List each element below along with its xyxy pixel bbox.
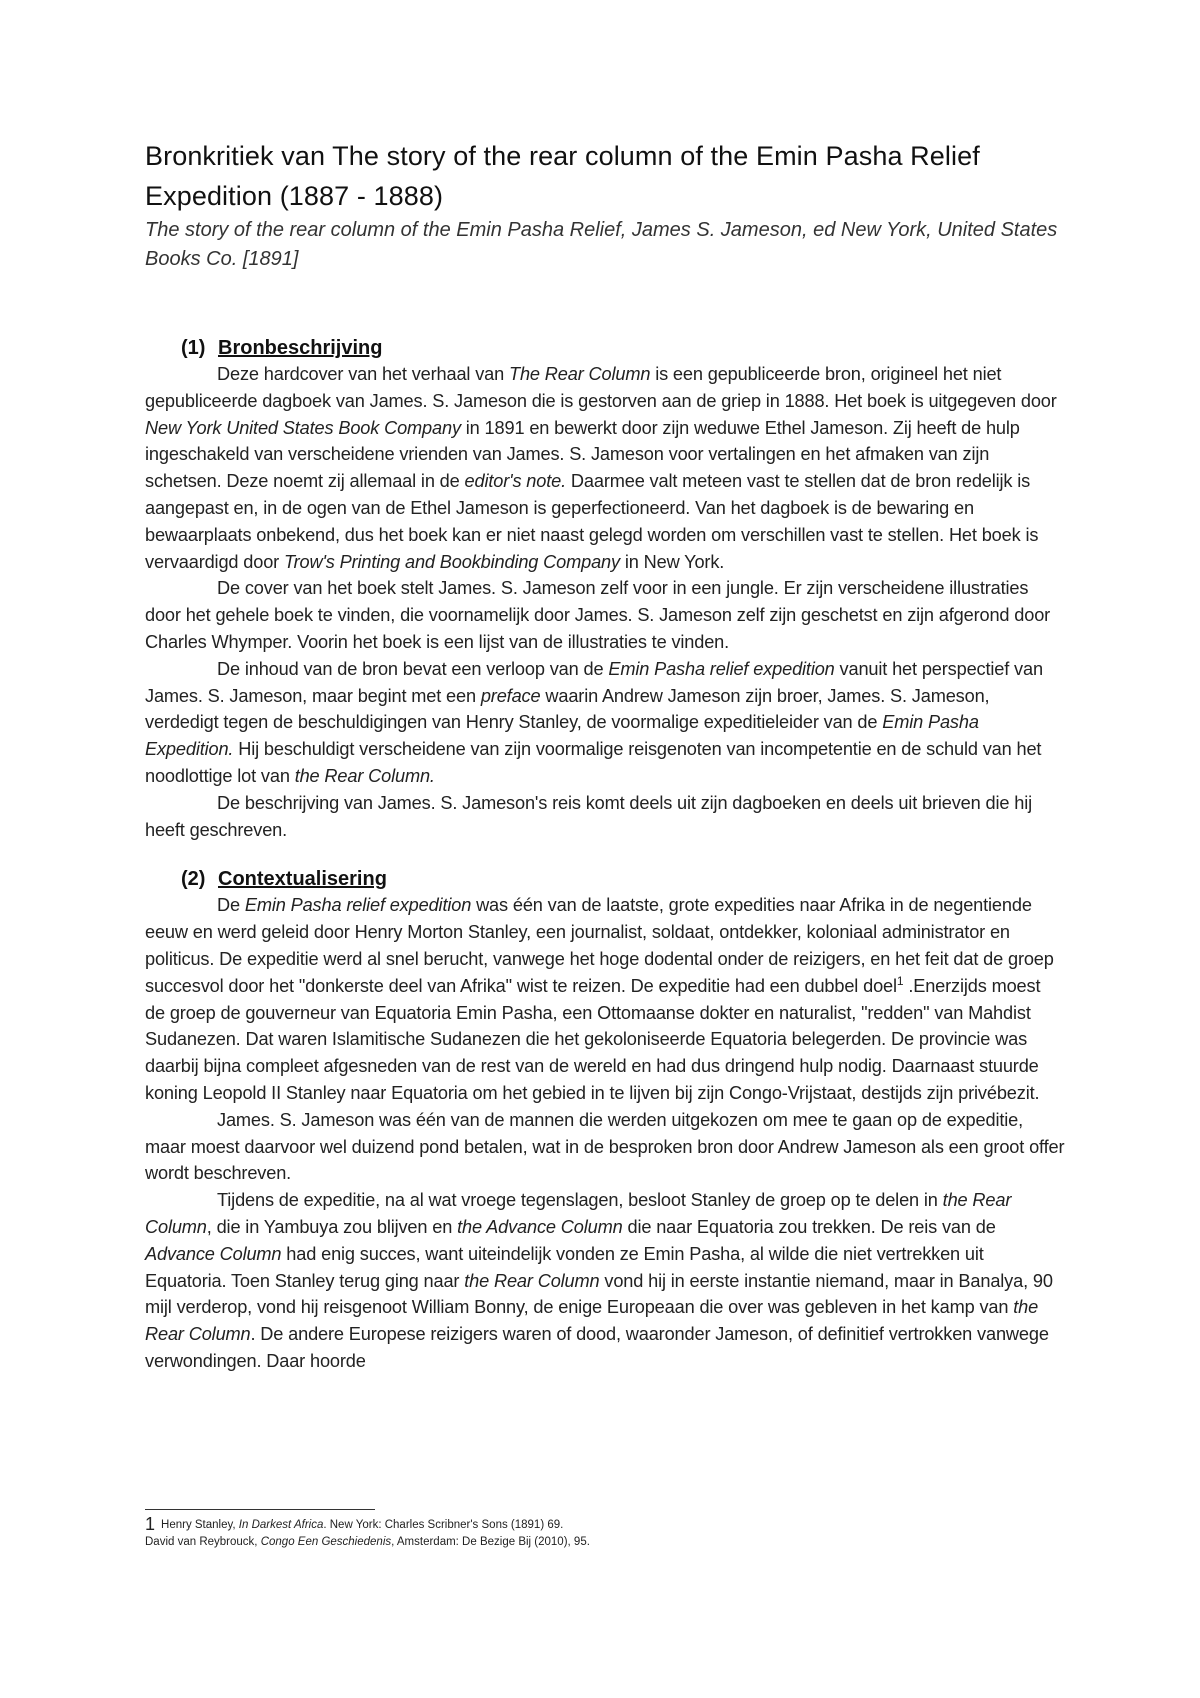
- text-run: was één van de laatste, grote expedities naar Afrika in de negentiende eeuw en werd geleid door Henry Morton Stanley, een journalist, soldaat, ontdekker, koloniaal administrator en politicus. De expeditie werd al snel berucht, vanwege het hoge dodental onder de reizigers, en het feit dat de groep succesvol door het "donkerste deel van Afrika" wist te reizen. De expeditie had een dubbel doel: [145, 895, 1054, 996]
- section-title: Bronbeschrijving: [218, 337, 383, 359]
- text-run: De beschrijving van James. S. Jameson's reis komt deels uit zijn dagboeken en deels uit brieven die hij heeft geschreven.: [145, 792, 1032, 840]
- section-bronbeschrijving: [145, 335, 1065, 843]
- footnote-text: [161, 1519, 563, 1531]
- footnote-separator: [145, 1509, 375, 1510]
- italic-text: Emin Pasha Expedition.: [145, 712, 979, 760]
- section-number: (2): [181, 868, 206, 891]
- text-run: had enig succes, want uiteindelijk vonden ze Emin Pasha, al wilde die niet vertrekken uit Equatoria. Toen Stanley terug ging naar: [145, 1243, 984, 1291]
- footnote-line: [145, 1534, 1045, 1551]
- italic-text: editor's note.: [464, 471, 566, 492]
- paragraph: [145, 656, 1065, 790]
- section-heading: [145, 335, 1065, 361]
- italic-text: In Darkest Africa: [238, 1519, 324, 1531]
- text-run: James. S. Jameson was één van de mannen die werden uitgekozen om mee te gaan op de expeditie, maar moest daarvoor wel duizend pond betalen, wat in de besproken bron door Andrew Jameson als een groot offer wordt beschreven.: [145, 1109, 1065, 1184]
- paragraph: [145, 361, 1065, 575]
- text-run: .Enerzijds moest de groep de gouverneur van Equatoria Emin Pasha, een Ottomaanse dokter en naturalist, "redden" van Mahdist Sudanezen. Dat waren Islamitische Sudanezen die het gekoloniseerde Equatoria belegerden. De provincie was daarbij bijna compleet afgesneden van de rest van de wereld en had dus dringend hulp nodig. Daarnaast stuurde koning Leopold II Stanley naar Equatoria om het gebied in te lijven bij zijn Congo-Vrijstaat, destijds zijn privébezit.: [145, 975, 1041, 1103]
- document-body: [145, 136, 1065, 1375]
- text-run: Daarmee valt meteen vast te stellen dat de bron redelijk is aangepast en, in de ogen van de Ethel Jameson is geperfectioneerd. Van het dagboek is de bewaring en bewaarplaats onbekend, dus het boek kan er niet naast gelegd worden om verschillen vast te stellen. Het boek is vervaardigd door: [145, 471, 1039, 572]
- section-heading: [145, 866, 1065, 892]
- italic-text: The Rear Column: [509, 364, 651, 384]
- paragraph: [145, 790, 1065, 844]
- italic-text: Congo Een Geschiedenis: [260, 1536, 392, 1548]
- italic-text: the Rear Column: [145, 1190, 1012, 1237]
- footnote-number: 1: [145, 1514, 156, 1534]
- italic-text: the Advance Column: [457, 1216, 623, 1237]
- text-run: vanuit het perspectief van James. S. Jameson, maar begint met een: [145, 658, 1043, 706]
- text-run: . New York: Charles Scribner's Sons (1891) 69.: [323, 1519, 564, 1531]
- text-run: waarin Andrew Jameson zijn broer, James. S. Jameson, verdedigt tegen de beschuldigingen van Henry Stanley, de voormalige expeditieleider van de: [145, 685, 990, 733]
- footnote-line: [145, 1516, 1045, 1534]
- text-run: Hij beschuldigt verscheidene van zijn voormalige reisgenoten van incompetentie en de schuld van het noodlottige lot van: [145, 739, 1042, 786]
- paragraph: [145, 575, 1065, 655]
- page-title: Bronkritiek van The story of the rear column of the Emin Pasha Relief Expedition (1887 - 1888): [145, 141, 980, 211]
- italic-text: preface: [480, 685, 541, 706]
- section-title: Contextualisering: [218, 868, 387, 891]
- italic-text: Advance Column: [145, 1243, 282, 1264]
- text-run: , die in Yambuya zou blijven en: [206, 1216, 458, 1237]
- paragraph: [145, 1187, 1065, 1375]
- text-run: Henry Stanley,: [161, 1519, 239, 1531]
- text-run: De inhoud van de bron bevat een verloop van de: [217, 658, 609, 679]
- paragraph: [145, 892, 1065, 1106]
- footnote-ref: 1: [896, 973, 904, 988]
- text-run: in New York.: [619, 551, 725, 572]
- italic-text: Emin Pasha relief expedition: [244, 895, 472, 916]
- text-run: Deze hardcover van het verhaal van: [217, 364, 509, 384]
- text-run: Tijdens de expeditie, na al wat vroege tegenslagen, besloot Stanley de groep op te delen in: [217, 1190, 943, 1211]
- text-run: die naar Equatoria zou trekken. De reis van de: [622, 1216, 996, 1237]
- text-run: De: [217, 895, 245, 916]
- footnotes: [145, 1509, 1045, 1551]
- text-run: in 1891 en bewerkt door zijn weduwe Ethel Jameson. Zij heeft de hulp ingeschakeld van verscheidene vrienden van James. S. Jameson voor vertalingen en het afmaken van zijn schetsen. Deze noemt zij allemaal in de: [145, 417, 1020, 492]
- italic-text: Trow's Printing and Bookbinding Company: [284, 551, 620, 572]
- text-run: De cover van het boek stelt James. S. Jameson zelf voor in een jungle. Er zijn verscheidene illustraties door het gehele boek te vinden, die voornamelijk door James. S. Jameson zelf zijn geschetst en zijn afgerond door Charles Whymper. Voorin het boek is een lijst van de illustraties te vinden.: [145, 578, 1051, 652]
- section-contextualisering: [145, 866, 1065, 1374]
- text-run: , Amsterdam: De Bezige Bij (2010), 95.: [391, 1536, 590, 1548]
- italic-text: the Rear Column.: [294, 765, 435, 786]
- section-number: (1): [181, 337, 206, 359]
- paragraph: [145, 1107, 1065, 1187]
- text-run: . De andere Europese reizigers waren of dood, waaronder Jameson, of definitief vertrokken vanwege verwondingen. Daar hoorde: [145, 1324, 1049, 1371]
- source-citation: The story of the rear column of the Emin Pasha Relief, James S. Jameson, ed New York, United States Books Co. [1891]: [145, 219, 1058, 270]
- text-run: vond hij in eerste instantie niemand, maar in Banalya, 90 mijl verderop, vond hij reisgenoot William Bonny, de enige Europeaan die over was gebleven in het kamp van: [145, 1270, 1053, 1318]
- italic-text: the Rear Column: [145, 1297, 1039, 1345]
- text-run: David van Reybrouck,: [145, 1536, 261, 1548]
- italic-text: the Rear Column: [464, 1270, 600, 1291]
- text-run: is een gepubliceerde bron, origineel het niet gepubliceerde dagboek van James. S. Jameson die is gestorven aan de griep in 1888. Het boek is uitgegeven door: [145, 364, 1057, 411]
- italic-text: Emin Pasha relief expedition: [608, 658, 835, 679]
- italic-text: New York United States Book Company: [145, 417, 461, 438]
